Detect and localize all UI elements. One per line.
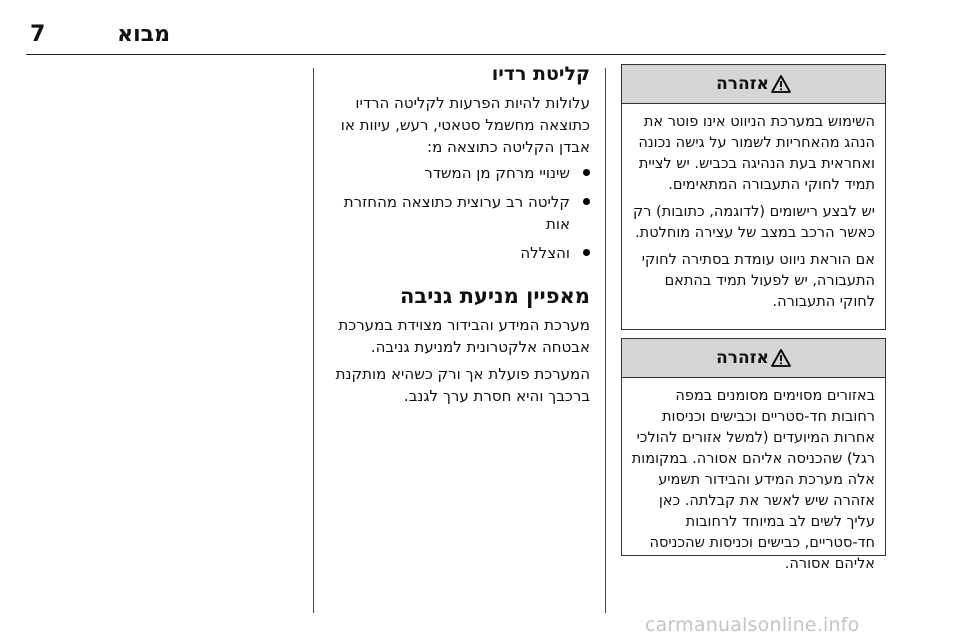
column-divider-left bbox=[313, 68, 314, 613]
warning-paragraph: יש לבצע רישומים (לדוגמה, כתובות) רק כאשר הרכב במצב של עצירה מוחלטת. bbox=[632, 204, 875, 241]
warning-box-navigation bbox=[621, 64, 886, 330]
bullet-icon bbox=[583, 169, 590, 176]
radio-reception-intro: עלולות להיות הפרעות לקליטה הרדיו כתוצאה מחשמל סטאטי, רעש, עיוות או אבדן הקליטה כתוצאה מ: bbox=[340, 94, 590, 156]
list-item-text: קליטה רב ערוצית כתוצאה מהחזרת אות bbox=[343, 193, 570, 233]
interference-list bbox=[316, 162, 590, 264]
warning-paragraph: השימוש במערכת הניווט אינו פוטר את הנהג מהאחריות לשמור על גישה נכונה ואחראית בעת הנהיגה בכביש. יש לציית תמיד לחוקי התעבורה המתאימים. bbox=[638, 114, 875, 193]
anti-theft-paragraph-1: מערכת המידע והבידור מצוידת במערכת אבטחה אלקטרונית למניעת גניבה. bbox=[338, 316, 590, 356]
warning-label: אזהרה bbox=[716, 74, 769, 94]
list-item-text: והצללה bbox=[520, 244, 570, 262]
anti-theft-paragraph-2: המערכת פועלת אך ורק כשהיא מותקנת ברכבך והיא חסרת ערך לגנב. bbox=[335, 365, 590, 405]
header-divider bbox=[26, 54, 886, 55]
warning-label: אזהרה bbox=[716, 348, 769, 368]
list-item bbox=[316, 162, 590, 184]
list-item bbox=[316, 242, 590, 264]
warning-header bbox=[622, 65, 885, 104]
bullet-icon bbox=[583, 198, 590, 205]
warning-body bbox=[622, 104, 885, 319]
warning-triangle-icon bbox=[771, 75, 791, 93]
page-header-title: מבוא bbox=[117, 22, 170, 47]
column-divider-right bbox=[605, 68, 606, 613]
anti-theft-heading: מאפיין מניעת גניבה bbox=[399, 284, 590, 308]
radio-reception-column bbox=[316, 62, 590, 407]
list-item-text: שינויי מרחק מן המשדר bbox=[424, 164, 570, 182]
warning-triangle-icon bbox=[771, 349, 791, 367]
page-number: 7 bbox=[30, 22, 46, 47]
warning-box-restricted-roads bbox=[621, 338, 886, 572]
watermark-text: carmanualsonline.info bbox=[645, 614, 860, 636]
warning-paragraph: באזורים מסוימים מסומנים במפה רחובות חד-סטריים וכבישים וכניסות אחרות המיועדים (למשל אזורים להולכי רגל) שהכניסה אליהם אסורה. במקומות אלה מערכת המידע והבידור תשמיע אזהרה שיש לאשר את קבלתה. כאן עליך לשים לב במיוחד לרחובות חד-סטריים, כבישים וכניסות שהכניסה אליהם אסורה. bbox=[631, 388, 875, 572]
warning-header bbox=[622, 339, 885, 378]
warning-paragraph: אם הוראת ניווט עומדת בסתירה לחוקי התעבורה, יש לפעול תמיד בהתאם לחוקי התעבורה. bbox=[641, 252, 875, 310]
warning-body bbox=[622, 378, 885, 581]
radio-reception-heading: קליטת רדיו bbox=[491, 63, 590, 85]
bullet-icon bbox=[583, 249, 590, 256]
list-item bbox=[316, 191, 590, 235]
